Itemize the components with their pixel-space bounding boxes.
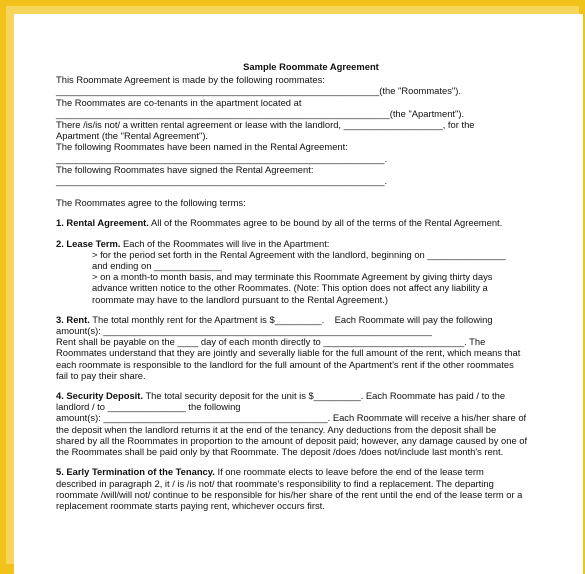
section-heading: 5. Early Termination of the Tenancy. [56, 466, 215, 478]
section-text: the deposit when the landlord returns it at the end of the tenancy. Any deductions from the deposit shall be [56, 423, 497, 435]
section-rent [56, 314, 566, 381]
section-text: described in paragraph 2, it / is /is not/ that roommate's responsibility to find a replacement. The departing [56, 477, 494, 489]
section-text: fail to pay their share. [56, 369, 146, 381]
intro-line: There /is/is not/ a written rental agreement or lease with the landlord, ___________________, for the [56, 119, 475, 131]
section-heading: 2. Lease Term. [56, 237, 121, 249]
intro-line: The following Roommates have signed the Rental Agreement: [56, 163, 314, 175]
agreement-body [56, 61, 566, 511]
section-heading: 4. Security Deposit. [56, 390, 144, 402]
document-title: Sample Roommate Agreement [243, 61, 379, 72]
intro-block [56, 74, 566, 186]
apartment-blank: ________________________________________________________________(the "Apartment"). [56, 107, 465, 119]
terms-intro: The Roommates agree to the following terms: [56, 197, 246, 209]
section-text: landlord / to _______________ the following [56, 401, 241, 413]
section-heading: 1. Rental Agreement. [56, 217, 149, 229]
named-roommates-blank: _______________________________________________________________. [56, 152, 388, 164]
section-text: All of the Roommates agree to be bound by all of the terms of the Rental Agreement. [148, 217, 503, 229]
lease-option-line: advance written notice to the other Roommates. (Note: This option does not affect any liability a [92, 282, 488, 294]
section-text: Roommates understand that they are jointly and severally liable for the full amount of the rent, which means that [56, 347, 521, 359]
section-text: amount(s): ___________________________________________. Each Roommate will receive a his/her share of [56, 412, 527, 424]
section-heading: 3. Rent. [56, 313, 90, 325]
section-lease-term [56, 238, 566, 305]
intro-line: Apartment (the "Rental Agreement"). [56, 130, 209, 142]
section-text: each roommate is responsible to the landlord for the full amount of the Apartment's rent if the other roommates [56, 358, 514, 370]
roommates-blank: ______________________________________________________________(the "Roommates"). [56, 85, 461, 97]
section-text: shared by all the Roommates in proportion to the amount of deposit paid; however, any damage caused by one of [56, 434, 528, 446]
document-page [14, 14, 583, 574]
lease-option-line: > on a month-to month basis, and may terminate this Roommate Agreement by giving thirty days [92, 271, 493, 283]
section-security-deposit [56, 390, 566, 457]
section-text: Rent shall be payable on the ____ day of each month directly to ___________________________. The [56, 336, 486, 348]
intro-line: The Roommates are co-tenants in the apartment located at [56, 96, 302, 108]
lease-option-line: roommate may have to the landlord pursuant to the Rental Agreement.) [92, 293, 388, 305]
section-rental-agreement [56, 217, 566, 228]
signed-roommates-blank: _______________________________________________________________. [56, 175, 388, 187]
intro-line: The following Roommates have been named in the Rental Agreement: [56, 141, 348, 153]
section-text: the Roommates shall be paid only by that Roommate. The deposit /does /does not/include last month's rent. [56, 446, 504, 458]
section-early-termination [56, 466, 566, 511]
section-text: If one roommate elects to leave before the end of the lease term [214, 466, 484, 478]
lease-option-line: > for the period set forth in the Rental Agreement with the landlord, beginning on _______________ [92, 248, 506, 260]
section-text: Each of the Roommates will live in the Apartment: [120, 237, 330, 249]
section-text: amount(s): _______________________________________________________________ [56, 325, 432, 337]
lease-option-line: and ending on _____________ [92, 260, 222, 272]
intro-line: This Roommate Agreement is made by the following roommates: [56, 74, 325, 86]
section-text: The total monthly rent for the Apartment is $_________. Each Roommate will pay the following [89, 313, 493, 325]
section-text: replacement roommate starts paying rent, whichever occurs first. [56, 499, 325, 511]
section-text: The total security deposit for the unit is $_________. Each Roommate has paid / to the [143, 390, 506, 402]
section-text: roommate /will/will not/ continue to be responsible for his/her share of the rent until the end of the lease term or a [56, 488, 523, 500]
